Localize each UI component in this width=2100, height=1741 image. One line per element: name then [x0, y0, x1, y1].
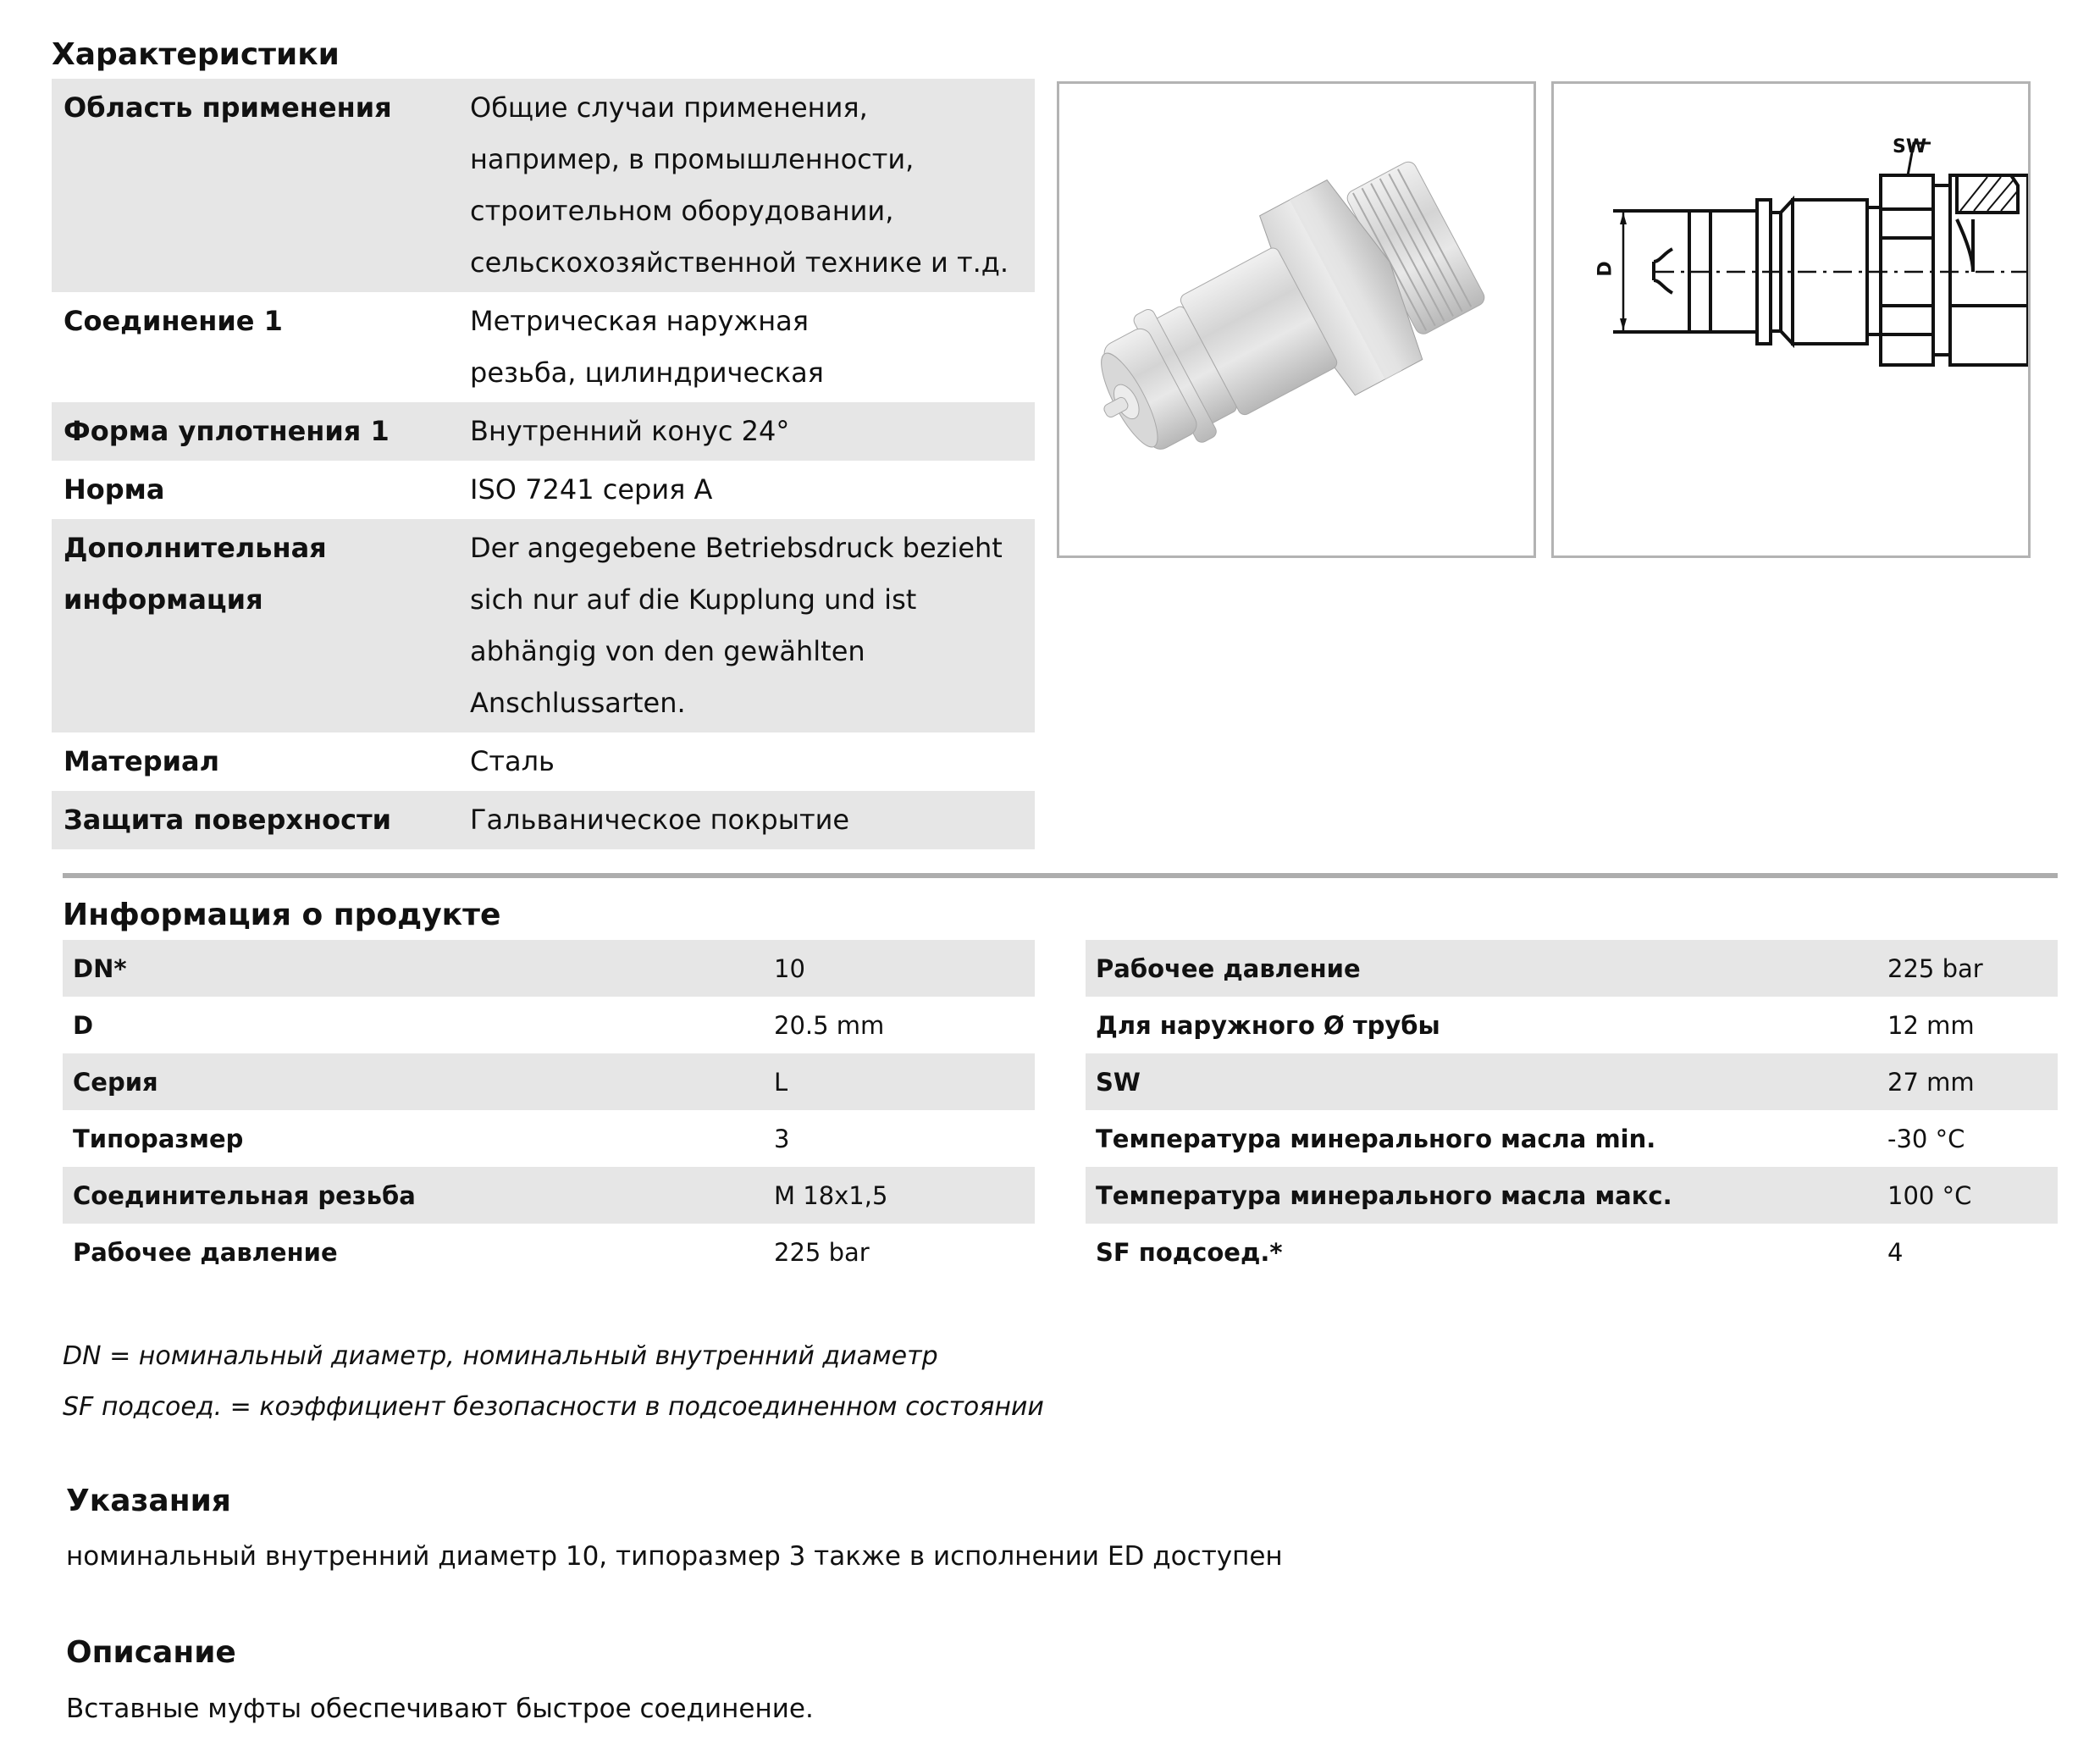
spec-value: Метрическая наружная резьба, цилиндрическая	[470, 305, 824, 389]
spec-label: Дополнительная информация	[52, 519, 470, 732]
info-row	[1086, 997, 2058, 1053]
product-photo[interactable]	[1057, 81, 1536, 558]
spec-label: Соединение 1	[64, 305, 283, 337]
footnote-sf: SF подсоед. = коэффициент безопасности в подсоединенном состоянии	[63, 1392, 1044, 1422]
spec-label: Область применения	[52, 79, 470, 292]
info-label: Для наружного Ø трубы	[1096, 1010, 1440, 1040]
coupling-photo-icon	[1059, 84, 1534, 555]
info-row	[63, 1167, 1035, 1224]
spec-label: Норма	[64, 473, 165, 506]
footnote-dn: DN = номинальный диаметр, номинальный внутренний диаметр	[63, 1341, 938, 1371]
info-row	[63, 940, 1035, 997]
info-label: Температура минерального масла min.	[1096, 1124, 1656, 1153]
spec-row	[52, 732, 1035, 791]
spec-row	[52, 292, 1035, 402]
info-value: 3	[774, 1124, 790, 1153]
dimension-sw-label: SW	[1893, 136, 1927, 158]
info-label: Температура минерального масла макс.	[1086, 1167, 1887, 1224]
info-row	[1086, 1053, 2058, 1110]
info-row	[1086, 1167, 2058, 1224]
info-label: DN*	[63, 940, 774, 997]
description-text: Вставные муфты обеспечивают быстрое соединение.	[66, 1694, 814, 1724]
info-label: Рабочее давление	[1086, 940, 1887, 997]
spec-row	[52, 461, 1035, 519]
spec-row	[52, 791, 1035, 849]
spec-label: Форма уплотнения 1	[52, 402, 470, 461]
info-label: Типоразмер	[73, 1124, 244, 1153]
notes-title: Указания	[66, 1484, 231, 1518]
product-info-title: Информация о продукте	[63, 898, 501, 932]
product-info-table-right	[1086, 940, 2058, 1280]
info-value: L	[774, 1053, 1035, 1110]
info-value: 27 mm	[1887, 1053, 2058, 1110]
info-value: 100 °C	[1887, 1167, 2058, 1224]
info-value: 20.5 mm	[774, 1010, 885, 1040]
info-row	[1086, 940, 2058, 997]
coupling-drawing-icon	[1554, 84, 2028, 555]
info-row	[63, 1110, 1035, 1167]
description-title: Описание	[66, 1635, 236, 1670]
dimension-d-label: D	[1594, 261, 1616, 277]
info-value: -30 °C	[1887, 1124, 1965, 1153]
spec-value: Внутренний конус 24°	[470, 402, 1035, 461]
info-label: Рабочее давление	[73, 1237, 338, 1267]
section-divider	[63, 873, 2058, 878]
spec-label: Защита поверхности	[52, 791, 470, 849]
spec-row	[52, 79, 1035, 292]
info-value: M 18x1,5	[774, 1167, 1035, 1224]
spec-value: Гальваническое покрытие	[470, 791, 1035, 849]
notes-text: номинальный внутренний диаметр 10, типоразмер 3 также в исполнении ED доступен	[66, 1541, 1283, 1572]
spec-label: Материал	[64, 745, 220, 777]
spec-row	[52, 402, 1035, 461]
info-label: Серия	[63, 1053, 774, 1110]
info-row	[1086, 1224, 2058, 1280]
info-label: D	[73, 1010, 94, 1040]
spec-row	[52, 519, 1035, 732]
product-info-table-left	[63, 940, 1035, 1280]
spec-value: Der angegebene Betriebsdruck bezieht sich nur auf die Kupplung und ist abhängig von den gewählten Anschlussarten.	[470, 519, 1035, 732]
characteristics-table	[52, 79, 1035, 849]
info-row	[63, 1053, 1035, 1110]
info-label: SW	[1086, 1053, 1887, 1110]
info-value: 225 bar	[1887, 940, 2058, 997]
spec-value: ISO 7241 серия A	[470, 473, 713, 506]
info-value: 10	[774, 940, 1035, 997]
info-value: 12 mm	[1887, 1010, 1975, 1040]
info-row	[63, 997, 1035, 1053]
technical-drawing[interactable]	[1551, 81, 2031, 558]
spec-value: Сталь	[470, 745, 555, 777]
characteristics-title: Характеристики	[52, 37, 340, 72]
info-value: 225 bar	[774, 1237, 870, 1267]
spec-value: Общие случаи применения, например, в промышленности, строительном оборудовании, сельскохозяйственной технике и т.д.	[470, 79, 1035, 292]
info-row	[1086, 1110, 2058, 1167]
info-row	[63, 1224, 1035, 1280]
info-label: Соединительная резьба	[63, 1167, 774, 1224]
info-label: SF подсоед.*	[1096, 1237, 1283, 1267]
info-value: 4	[1887, 1237, 1904, 1267]
